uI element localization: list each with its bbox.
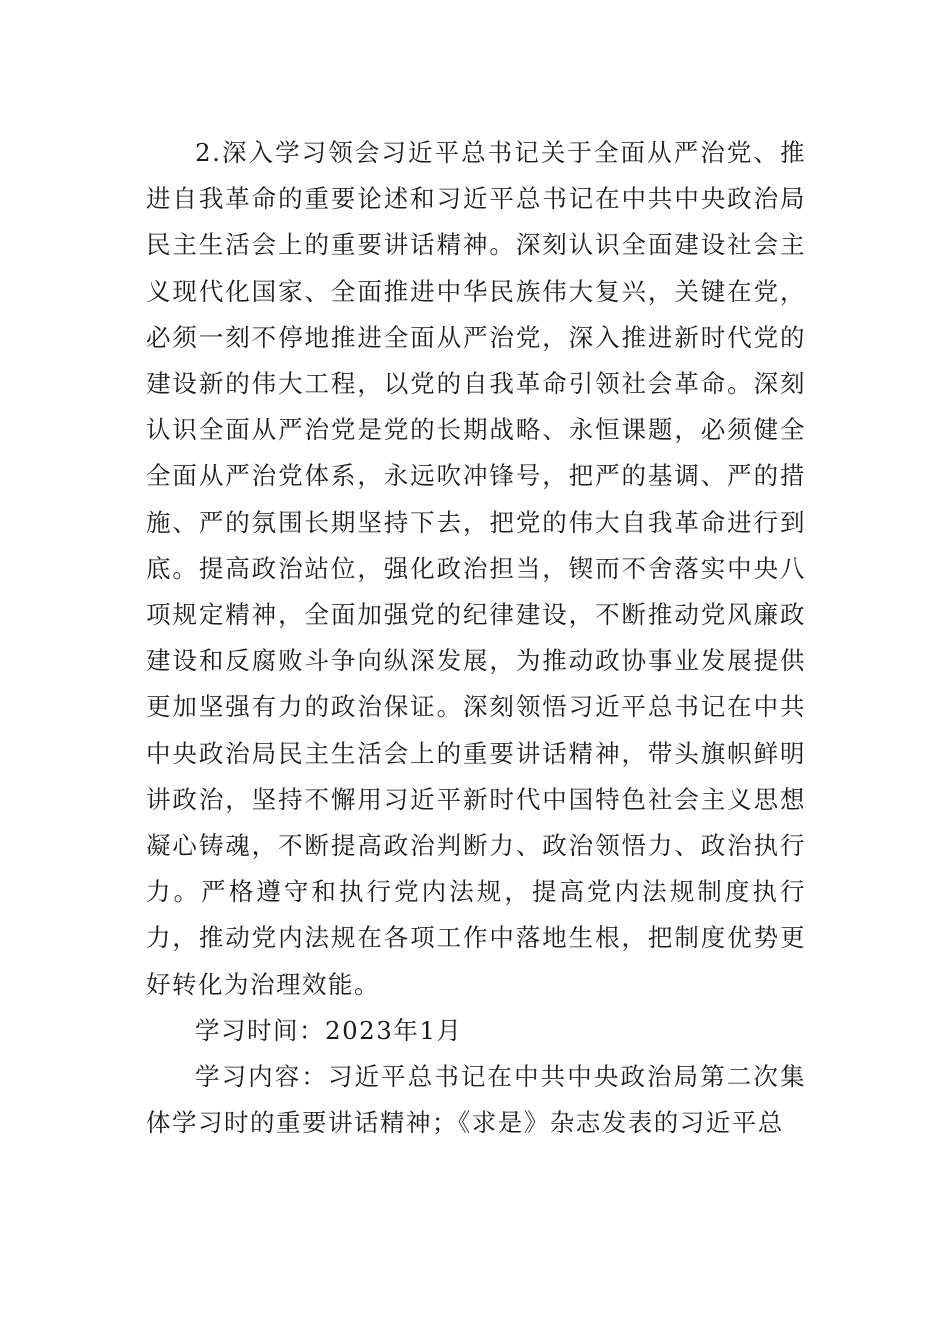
- paragraph-study-time: 学习时间：2023年1月: [195, 1015, 463, 1045]
- document-body: [146, 130, 806, 1146]
- paragraph-study-content: 学习内容：习近平总书记在中共中央政治局第二次集体学习时的重要讲话精神；《求是》杂志发表的习近平总: [146, 1062, 806, 1138]
- paragraph-study-item-2: 2.深入学习领会习近平总书记关于全面从严治党、推进自我革命的重要论述和习近平总书记在中共中央政治局民主生活会上的重要讲话精神。深刻认识全面建设社会主义现代化国家、全面推进中华民族伟大复兴，关键在党，必须一刻不停地推进全面从严治党，深入推进新时代党的建设新的伟大工程，以党的自我革命引领社会革命。深刻认识全面从严治党是党的长期战略、永恒课题，必须健全全面从严治党体系，永远吹冲锋号，把严的基调、严的措施、严的氛围长期坚持下去，把党的伟大自我革命进行到底。提高政治站位，强化政治担当，锲而不舍落实中央八项规定精神，全面加强党的纪律建设，不断推动党风廉政建设和反腐败斗争向纵深发展，为推动政协事业发展提供更加坚强有力的政治保证。深刻领悟习近平总书记在中共中央政治局民主生活会上的重要讲话精神，带头旗帜鲜明讲政治，坚持不懈用习近平新时代中国特色社会主义思想凝心铸魂，不断提高政治判断力、政治领悟力、政治执行力。严格遵守和执行党内法规，提高党内法规制度执行力，推动党内法规在各项工作中落地生根，把制度优势更好转化为治理效能。: [146, 138, 806, 999]
